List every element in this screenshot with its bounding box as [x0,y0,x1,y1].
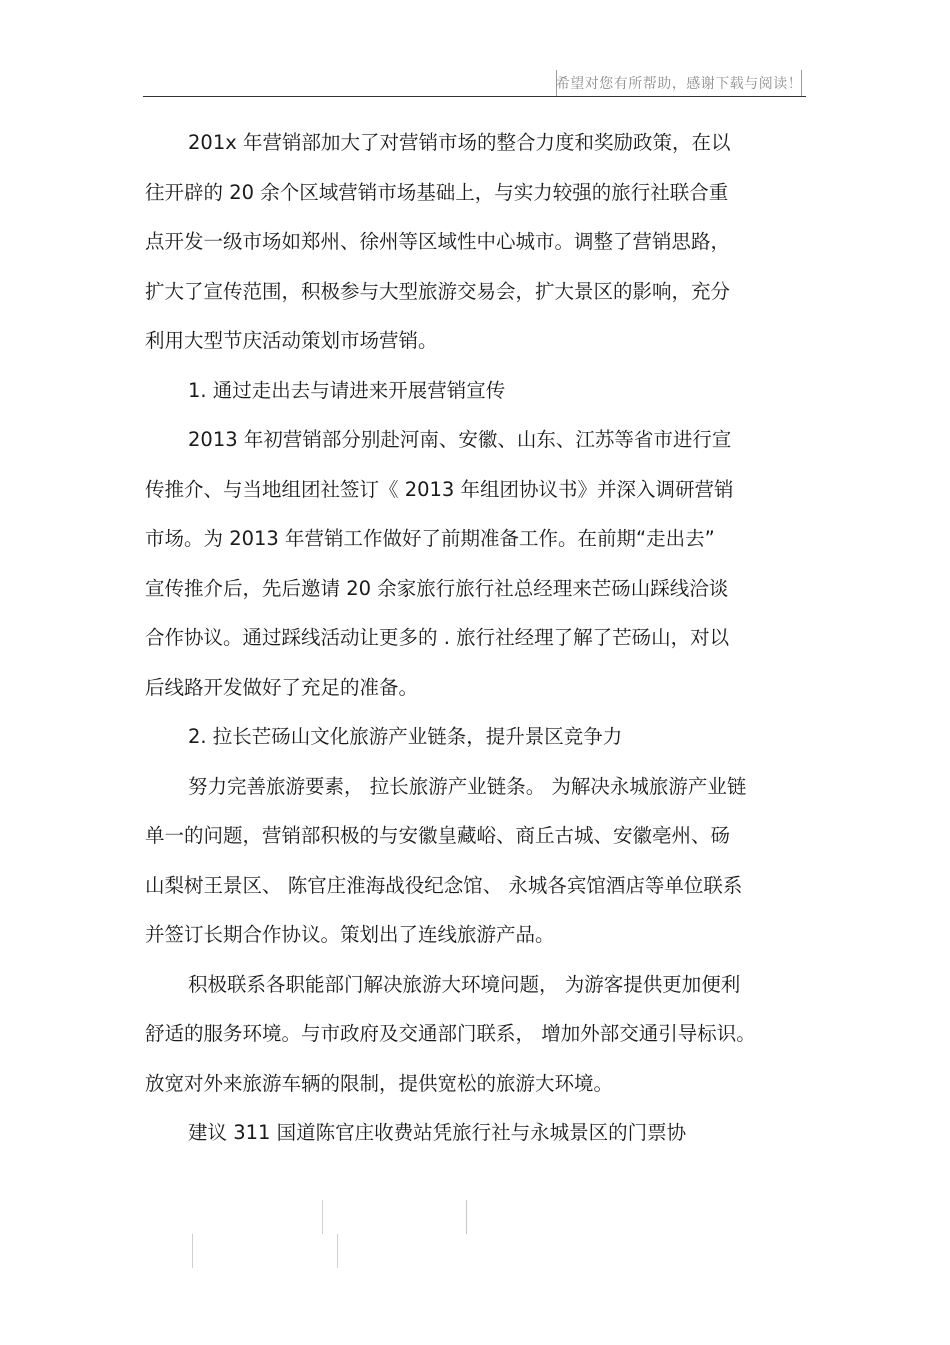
document-body [145,118,800,1158]
section-heading: 1. 通过走出去与请进来开展营销宣传 [188,378,506,402]
paragraph-line: 宣传推介后，先后邀请 20 余家旅行旅行社总经理来芒砀山踩线洽谈 [145,576,729,600]
paragraph-line: 后线路开发做好了充足的准备。 [145,675,419,699]
header-banner: 希望对您有所帮助，感谢下载与阅读！ [556,70,802,96]
scan-artifact-line [322,1200,323,1234]
paragraph-line: 扩大了宣传范围，积极参与大型旅游交易会，扩大景区的影响，充分 [145,279,731,303]
paragraph-line: 传推介、与当地组团社签订《 2013 年组团协议书》并深入调研营销 [145,477,734,501]
paragraph-line: 市场。为 2013 年营销工作做好了前期准备工作。在前期“走出去” [145,527,715,550]
paragraph-line: 点开发一级市场如郑州、徐州等区域性中心城市。调整了营销思路， [145,230,731,253]
section-heading: 2. 拉长芒砀山文化旅游产业链条，提升景区竞争力 [188,725,623,748]
paragraph-line: 合作协议。通过踩线活动让更多的 . 旅行社经理了解了芒砀山，对以 [145,626,730,649]
paragraph-line: 积极联系各职能部门解决旅游大环境问题， 为游客提供更加便利 [188,972,741,996]
scan-artifact-line [337,1234,338,1268]
paragraph-line: 2013 年初营销部分别赴河南、安徽、山东、江苏等省市进行宣 [188,428,732,451]
scan-artifact-line [192,1234,193,1268]
paragraph-line: 并签订长期合作协议。策划出了连线旅游产品。 [145,923,555,946]
paragraph-line: 201x 年营销部加大了对营销市场的整合力度和奖励政策，在以 [188,131,731,154]
paragraph-line: 往开辟的 20 余个区域营销市场基础上，与实力较强的旅行社联合重 [145,180,729,204]
paragraph-line: 舒适的服务环境。与市政府及交通部门联系， 增加外部交通引导标识。 [145,1022,756,1045]
header-divider [143,96,806,97]
paragraph-line: 山梨树王景区、 陈官庄淮海战役纪念馆、 永城各宾馆酒店等单位联系 [145,873,743,897]
paragraph-line: 放宽对外来旅游车辆的限制，提供宽松的旅游大环境。 [145,1071,614,1095]
paragraph-line: 单一的问题，营销部积极的与安徽皇藏峪、商丘古城、安徽亳州、砀 [145,824,731,847]
scan-artifact-line [466,1200,467,1234]
paragraph-line: 努力完善旅游要素， 拉长旅游产业链条。 为解决永城旅游产业链 [188,774,747,798]
paragraph-line: 建议 311 国道陈官庄收费站凭旅行社与永城景区的门票协 [188,1121,687,1144]
paragraph-line: 利用大型节庆活动策划市场营销。 [145,329,438,352]
